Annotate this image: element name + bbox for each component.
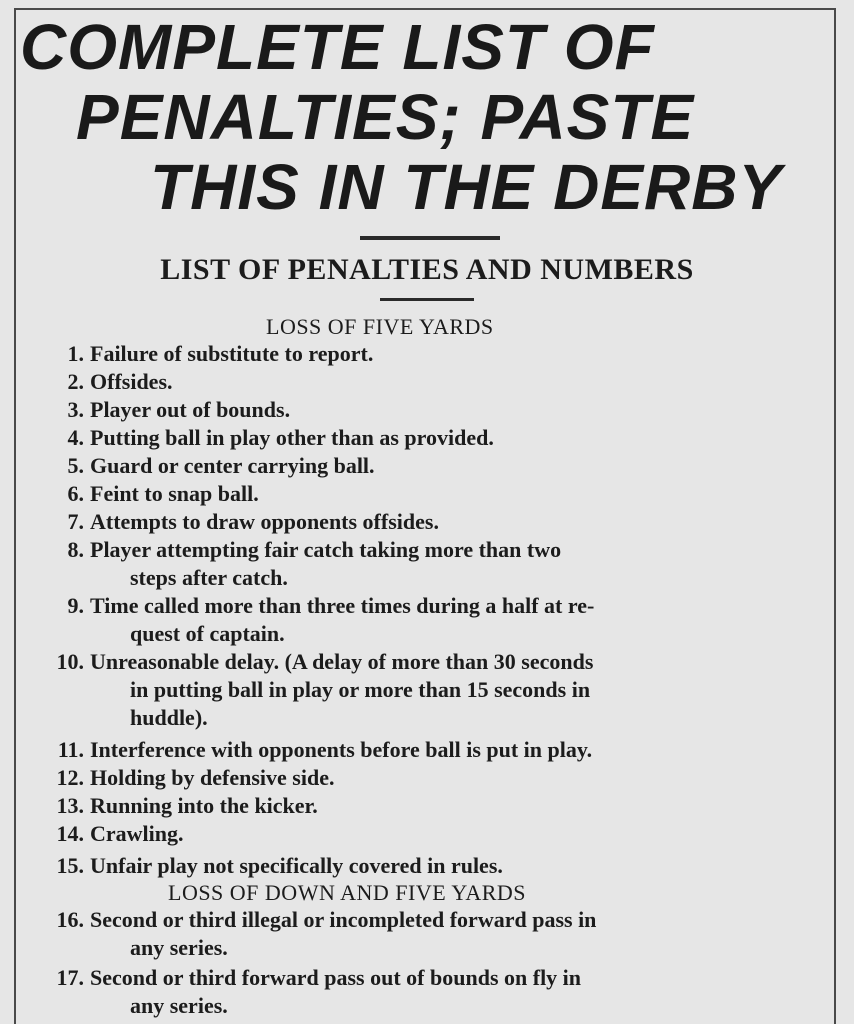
section-title-loss-of-five-yards: LOSS OF FIVE YARDS	[266, 314, 494, 339]
penalty-number: 1.	[67, 341, 84, 366]
penalty-number: 6.	[67, 481, 84, 506]
penalty-text: Time called more than three times during a half at re-	[90, 593, 595, 618]
penalty-number: 4.	[67, 425, 84, 450]
penalty-text: Guard or center carrying ball.	[90, 453, 375, 478]
penalty-text: Failure of substitute to report.	[90, 341, 374, 366]
headline-line-3: THIS IN THE DERBY	[150, 151, 783, 223]
penalty-number: 13.	[56, 793, 84, 818]
penalty-number: 11.	[57, 737, 84, 762]
penalty-number: 8.	[67, 537, 84, 562]
headline	[0, 12, 854, 222]
penalty-text-continuation: steps after catch.	[130, 565, 288, 590]
section-title-loss-of-down-and-five-yards: LOSS OF DOWN AND FIVE YARDS	[168, 880, 527, 905]
headline-line-2: PENALTIES; PASTE	[76, 81, 695, 153]
penalty-text-continuation: in putting ball in play or more than 15 seconds in	[130, 677, 591, 702]
penalty-text-continuation: quest of captain.	[130, 621, 285, 646]
penalty-text-continuation: any series.	[130, 993, 228, 1018]
penalty-number: 15.	[56, 853, 84, 878]
penalty-number: 5.	[67, 453, 84, 478]
divider-rule	[380, 298, 474, 301]
penalty-text-continuation: huddle).	[130, 705, 208, 730]
subhead: LIST OF PENALTIES AND NUMBERS	[160, 253, 694, 286]
penalty-text: Crawling.	[90, 821, 184, 846]
penalty-number: 12.	[56, 765, 84, 790]
penalty-number: 14.	[56, 821, 84, 846]
penalty-number: 3.	[67, 397, 84, 422]
penalty-text: Feint to snap ball.	[90, 481, 259, 506]
penalty-text: Attempts to draw opponents offsides.	[90, 509, 439, 534]
penalty-number: 10.	[56, 649, 84, 674]
penalty-text: Interference with opponents before ball is put in play.	[90, 737, 593, 762]
penalty-number: 17.	[56, 965, 84, 990]
penalty-number: 9.	[67, 593, 84, 618]
penalty-text: Offsides.	[90, 369, 173, 394]
divider-rule	[360, 236, 500, 240]
penalty-text: Running into the kicker.	[90, 793, 318, 818]
headline-line-1: COMPLETE LIST OF	[20, 11, 655, 83]
penalty-number: 7.	[67, 509, 84, 534]
penalty-text: Second or third illegal or incompleted forward pass in	[90, 907, 597, 932]
penalty-text: Player attempting fair catch taking more than two	[90, 537, 562, 562]
penalty-text: Unreasonable delay. (A delay of more than 30 seconds	[90, 649, 594, 674]
penalty-number: 2.	[67, 369, 84, 394]
penalty-text-continuation: any series.	[130, 935, 228, 960]
penalty-number: 16.	[56, 907, 84, 932]
penalty-text: Second or third forward pass out of bounds on fly in	[90, 965, 582, 990]
penalty-text: Player out of bounds.	[90, 397, 291, 422]
penalty-text: Putting ball in play other than as provided.	[90, 425, 494, 450]
penalty-text: Holding by defensive side.	[90, 765, 335, 790]
penalty-text: Unfair play not specifically covered in rules.	[90, 853, 503, 878]
